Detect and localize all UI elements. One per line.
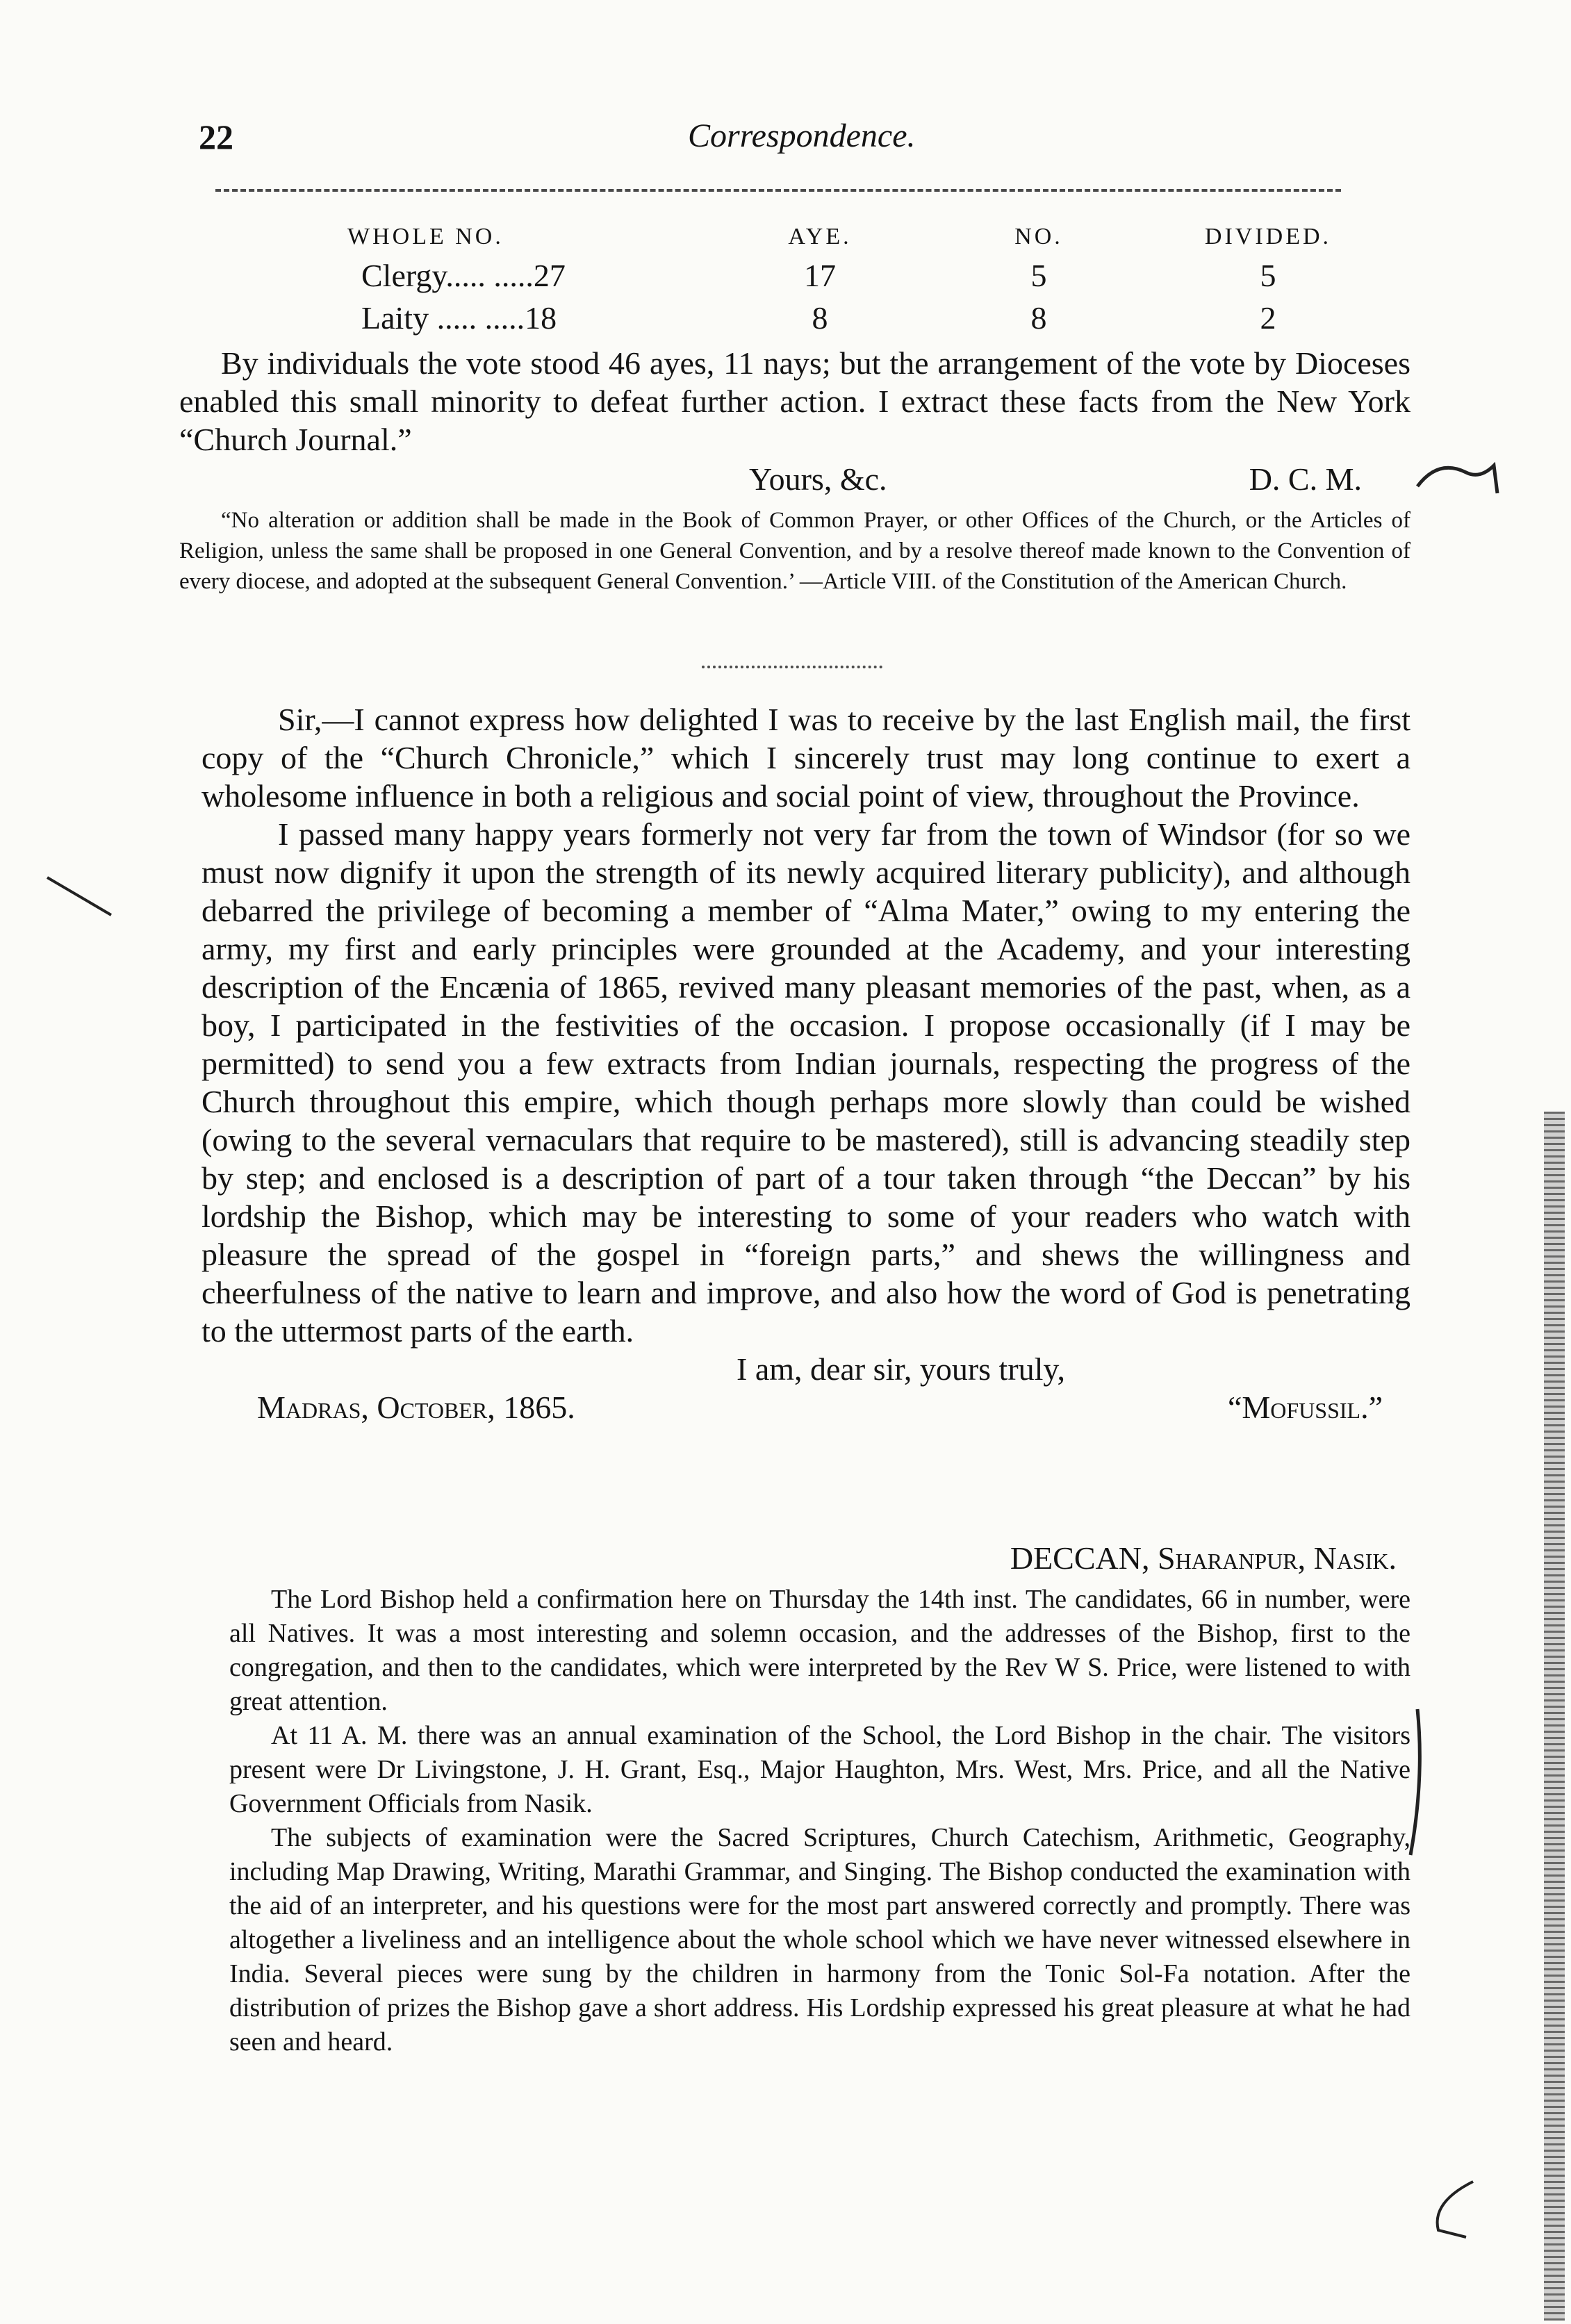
header-rule [215, 189, 1341, 192]
enclosure-paragraph-3: The subjects of examination were the Sacred Scriptures, Church Catechism, Arithmetic, Geography, including Map Drawing, Writing, Marathi Grammar, and Singing. The Bishop conducted the examination with the aid of an interpreter, and his questions were for the most part answered correctly and promptly. There was altogether a liveliness and an intelligence about the whole school which we have never witnessed elsewhere in India. Several pieces were sung by the children in harmony from the Tonic Sol-Fa notation. After the distribution of prizes the Bishop gave a short address. His Lordship expressed his great pleasure at what he had seen and heard. [229, 1823, 1410, 2057]
letter-two-signoff [201, 1388, 1410, 1426]
vote-table-header-row [347, 224, 1383, 254]
cell-aye: 8 [812, 300, 828, 336]
enclosure [229, 1539, 1410, 2059]
letter-two-paragraph-2: I passed many happy years formerly not very far from the town of Windsor (for so we must now dignify it upon the strength of its newly acquired literary publicity), and although debarred the privilege of becoming a member of “Alma Mater,” owing to my entering the army, my first and early principles were grounded at the Academy, and your interesting description of the Encænia of 1865, revived many pleasant memories of the past, when, as a boy, I participated in the festivities of the occasion. I propose occasionally (if I may be permitted) to send you a few extracts from Indian journals, respecting the progress of the Church throughout this empire, which though perhaps more slowly than could be wished (owing to the several vernaculars that require to be mastered), still is advancing steadily step by step; and enclosed is a description of part of a tour taken through “the Deccan” by his lordship the Bishop, which may be interesting to some of your readers who watch with pleasure the spread of the gospel in “foreign parts,” and shews the willingness and cheerfulness of the native to learn and improve, and also how the word of God is penetrating to the uttermost parts of the earth. [201, 816, 1410, 1349]
vote-table [347, 224, 1383, 339]
binding-edge [1544, 1112, 1565, 2321]
letter-two-closing: I am, dear sir, yours truly, [737, 1351, 1065, 1387]
letter-two-place-date: Madras, October, 1865. [257, 1390, 575, 1425]
cell-aye: 17 [804, 258, 836, 293]
cell-divided: 5 [1260, 258, 1276, 293]
row-label-laity: Laity ..... .....18 [361, 300, 557, 336]
letter-one-closing: Yours, &c. [749, 461, 887, 497]
cell-no: 8 [1030, 300, 1047, 336]
letter-one-signature: D. C. M. [1249, 461, 1362, 497]
page-number: 22 [199, 117, 233, 156]
cell-divided: 2 [1260, 300, 1276, 336]
column-header-no: NO. [1014, 224, 1063, 249]
letter-two-paragraph-1: Sir,—I cannot express how delighted I was to receive by the last English mail, the first copy of the “Church Chronicle,” which I sincerely trust may long continue to exert a wholesome influence in both a religious and social point of view, throughout the Province. [201, 702, 1410, 814]
letter-one-body: By individuals the vote stood 46 ayes, 11 nays; but the arrangement of the vote by Dioceses enabled this small minority to defeat further action. I extract these facts from the New York “Church Journal.” [179, 345, 1410, 457]
enclosure-paragraph-1: The Lord Bishop held a confirmation here on Thursday the 14th inst. The candidates, 66 in number, were all Natives. It was a most interesting and solemn occasion, and the addresses of the Bishop, first to the congregation, and then to the candidates, which were interpreted by the Rev W S. Price, were listened to with great attention. [229, 1585, 1410, 1716]
section-divider [702, 666, 882, 668]
column-header-whole-no: WHOLE NO. [347, 224, 504, 249]
column-header-divided: DIVIDED. [1204, 224, 1332, 249]
pencil-flourish [1410, 445, 1508, 500]
enclosure-dateline: DECCAN, Sharanpur, Nasik. [1010, 1540, 1397, 1576]
corner-mark [1417, 2175, 1480, 2244]
row-label-clergy: Clergy..... .....27 [361, 258, 566, 293]
table-row [347, 254, 1383, 297]
table-row [347, 297, 1383, 339]
letter-two [201, 700, 1410, 1426]
running-title: Correspondence. [688, 117, 916, 154]
letter-one-footnote: “No alteration or addition shall be made in the Book of Common Prayer, or other Offices of the Church, or the Articles of Religion, unless the same shall be proposed in one General Convention, and by a resolve thereof made known to the Convention of every diocese, and adopted at the subsequent General Convention.’ —Article VIII. of the Constitution of the American Church. [179, 508, 1410, 594]
letter-one-signoff [179, 460, 1410, 498]
bracket-mark [1397, 1702, 1438, 1862]
letter-two-signature: “Mofussil.” [1227, 1390, 1383, 1425]
column-header-aye: AYE. [788, 224, 852, 249]
enclosure-paragraph-2: At 11 A. M. there was an annual examination of the School, the Lord Bishop in the chair. The visitors present were Dr Livingstone, J. H. Grant, Esq., Major Haughton, Mrs. West, Mrs. Price, and all the Native Government Officials from Nasik. [229, 1721, 1410, 1818]
letter-one [179, 344, 1410, 597]
margin-stroke-left [42, 872, 118, 921]
cell-no: 5 [1030, 258, 1047, 293]
